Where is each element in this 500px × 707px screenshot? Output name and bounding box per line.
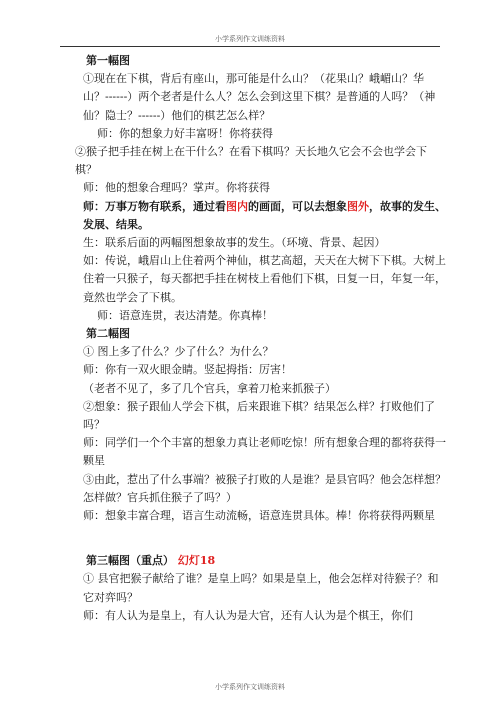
section-3-paragraph: ① 县官把猴子献给了谁？是皇上吗？如果是皇上，他会怎样对待猴子？和它对弈吗？ [83,572,439,604]
section-2-paragraph: （老者不见了，多了几个官兵，拿着刀枪来抓猴子） [83,381,336,395]
section-1-title: 第一幅图 [86,54,130,67]
running-footer: 小学系列作文训练资料 [215,683,285,691]
section-2-paragraph: ① 图上多了什么？少了什么？为什么？ [83,345,274,359]
section-3-title: 第三幅图（重点） [86,554,174,568]
section-1-paragraph: ②猴子把手挂在树上在干什么？在看下棋吗？天长地久它会不会也学会下棋？ [75,145,427,177]
example-paragraph: 如：传说，峨眉山上住着两个神仙，棋艺高超，天天在大树下下棋。大树上住着一只猴子，每天都把手挂在树枝上看他们下棋，日复一日，年复一年，竟然也学会了下棋。 [83,254,446,304]
teacher-comment: 师：语意连贯，表达清楚。你真棒！ [97,308,273,322]
section-3-heading [75,552,447,570]
highlight-inside: 图内 [226,199,248,213]
teacher-comment: 师：他的想象合理吗？掌声。你将获得 [83,181,270,195]
running-header: 小学系列作文训练资料 [215,35,285,43]
teacher-comment: 师：你的想象力好丰富呀！你将获得 [97,126,273,140]
key-point-paragraph [75,198,447,234]
section-1-paragraph: ①现在在下棋，背后有座山，那可能是什么山？（花果山？峨嵋山？华山？------）两个老者是什么人？怎么会到这里下棋？是普通的人吗？（神仙？隐士？------）他们的棋艺怎么样？ [83,72,436,122]
teacher-comment: 师：有人认为是皇上，有人认为是大官，还有人认为是个棋王，你们 [83,608,413,622]
section-2-paragraph: ③由此，惹出了什么事端？被猴子打败的人是谁？是县官吗？他会怎样想？怎样做？官兵抓住猴子了吗？） [83,472,446,504]
section-spacer [75,525,447,543]
teacher-comment: 师：想象丰富合理，语言生动流畅，语意连贯具体。棒！你将获得两颗星 [83,509,435,523]
student-response: 生：联系后面的两幅图想象故事的发生。（环境、背景、起因） [83,236,386,250]
document-body [75,52,447,625]
header-rule [60,46,440,47]
key-point-text: 师：万事万物有联系，通过看 [83,199,226,213]
section-2-title: 第二幅图 [86,327,130,341]
key-point-text: ，故事的发生、发展、结果。 [83,199,446,231]
section-2-paragraph: ②想象：猴子跟仙人学会下棋，后来跟谁下棋？结果怎么样？打败他们了吗？ [83,399,435,432]
key-point-text: 的画面，可以去想象 [248,199,347,213]
slide-reference: 幻灯18 [177,554,216,568]
teacher-comment: 师：同学们一个个丰富的想象力真让老师吃惊！所有想象合理的都将获得一颗星 [83,436,446,468]
highlight-outside: 图外 [347,199,369,213]
teacher-comment: 师：你有一双火眼金睛。竖起拇指：厉害！ [83,363,292,377]
